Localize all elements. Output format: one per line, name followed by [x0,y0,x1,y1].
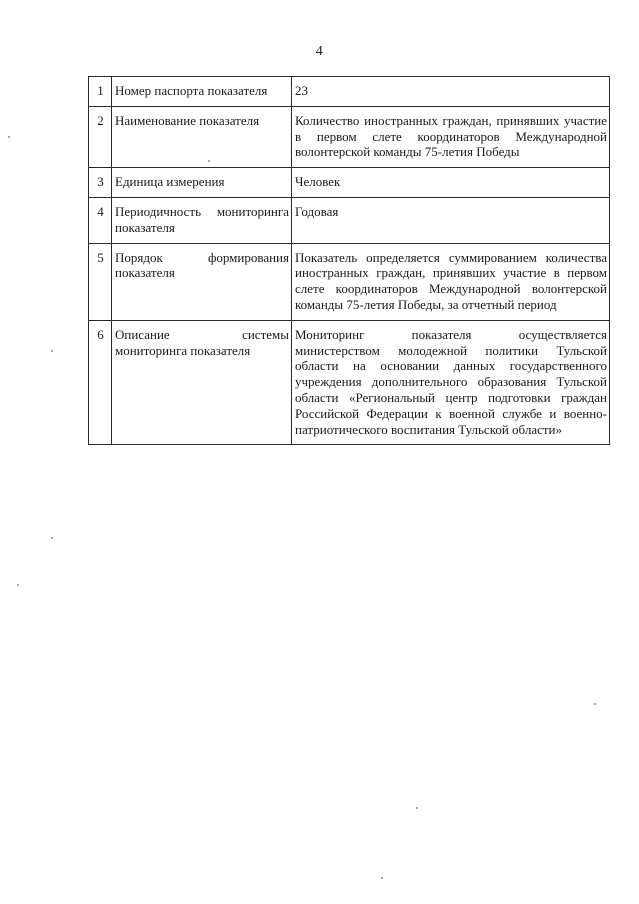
row-label: Порядок формирования показателя [112,243,292,320]
row-label: Описание системы мониторинга показателя [112,320,292,445]
table-row [89,320,610,445]
scan-speck [51,350,53,352]
scan-speck [416,807,418,809]
scan-speck [51,537,53,539]
row-number: 4 [89,197,112,243]
row-value: Мониторинг показателя осуществляется министерством молодежной политики Тульской области на основании данных государственного учреждения дополнительного образования Тульской области «Региональный центр подготовки граждан Российской Федерации к военной службе и военно-патриотического воспитания Тульской области» [292,320,610,445]
row-label: Номер паспорта показателя [112,77,292,107]
row-label: Единица измерения [112,168,292,198]
page-number: 4 [315,44,324,59]
table-row [89,106,610,167]
scan-speck [17,584,19,586]
row-number: 1 [89,77,112,107]
scan-speck [208,160,210,162]
row-value: Показатель определяется суммированием количества иностранных граждан, принявших участие в первом слете координаторов Международной волонтерской команды 75-летия Победы, за отчетный период [292,243,610,320]
row-label: Наименование показателя [112,106,292,167]
indicator-passport-table [88,76,610,445]
row-number: 3 [89,168,112,198]
table-row [89,168,610,198]
row-number: 6 [89,320,112,445]
scan-speck [594,703,596,705]
table-row [89,243,610,320]
row-number: 5 [89,243,112,320]
row-value: Годовая [292,197,610,243]
table-row [89,77,610,107]
scan-speck [381,877,383,879]
row-label: Периодичность мониторинга показателя [112,197,292,243]
row-value: Человек [292,168,610,198]
row-value: 23 [292,77,610,107]
table-row [89,197,610,243]
row-number: 2 [89,106,112,167]
row-value: Количество иностранных граждан, принявших участие в первом слете координаторов Международной волонтерской команды 75-летия Победы [292,106,610,167]
scan-speck [8,136,10,138]
